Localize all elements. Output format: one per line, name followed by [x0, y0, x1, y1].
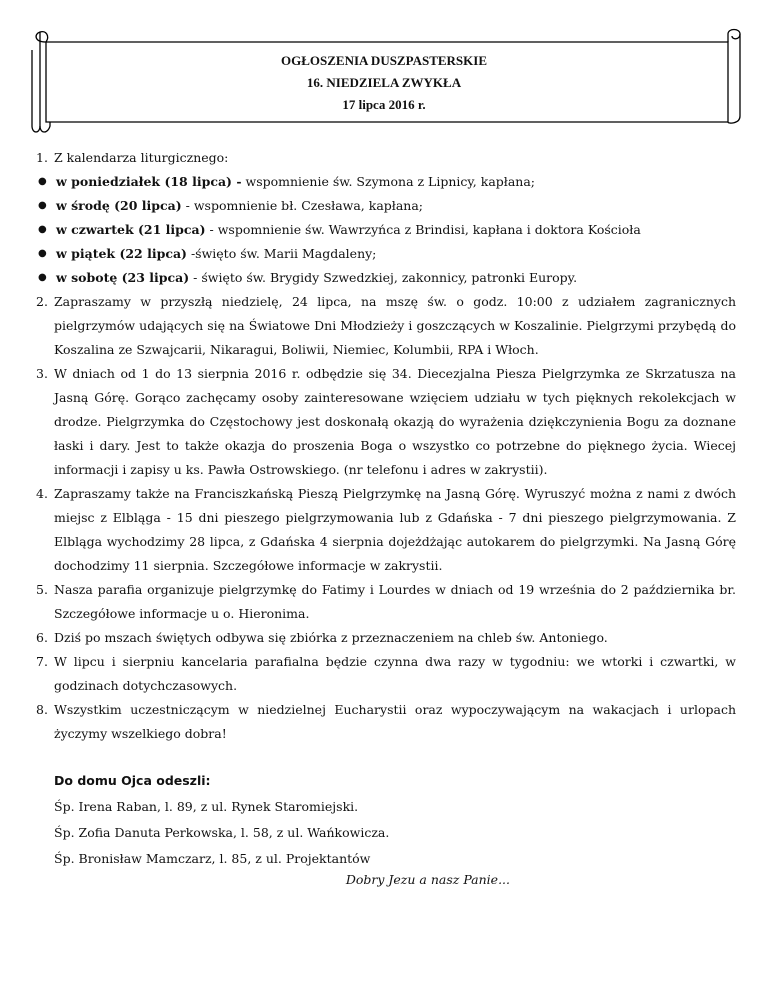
bullet-icon: ●: [38, 200, 47, 211]
calendar-bullet-item: [36, 170, 736, 194]
announcement-item: [36, 578, 736, 626]
announcement-number: 5.: [36, 582, 48, 597]
calendar-bullet-item: [36, 266, 736, 290]
announcement-text: Dziś po mszach świętych odbywa się zbiórka z przeznaczeniem na chleb św. Antoniego.: [54, 630, 608, 645]
calendar-bullet-item: [36, 218, 736, 242]
calendar-day-label: w czwartek (21 lipca): [56, 222, 206, 237]
calendar-day-label: w poniedziałek (18 lipca) -: [56, 174, 242, 189]
bullet-icon: ●: [38, 224, 47, 235]
announcement-number: 1.: [36, 150, 48, 165]
announcement-text: Z kalendarza liturgicznego:: [54, 150, 229, 165]
announcement-number: 8.: [36, 702, 48, 717]
bulletin-header: [0, 26, 768, 116]
header-sunday: 16. NIEDZIELA ZWYKŁA: [306, 75, 462, 90]
announcement-text: Wszystkim uczestniczącym w niedzielnej Eucharystii oraz wypoczywającym na wakacjach i urlopach życzymy wszelkiego dobra!: [54, 702, 736, 741]
calendar-feast-text: wspomnienie św. Szymona z Lipnicy, kapłana;: [241, 174, 535, 189]
calendar-day-label: w piątek (22 lipca): [56, 246, 187, 261]
announcement-number: 4.: [36, 486, 48, 501]
announcement-number: 7.: [36, 654, 48, 669]
calendar-day-label: w sobotę (23 lipca): [56, 270, 190, 285]
announcement-number: 2.: [36, 294, 48, 309]
calendar-bullet-item: [36, 194, 736, 218]
bullet-icon: ●: [38, 176, 47, 187]
announcement-item: [36, 290, 736, 362]
announcement-number: 3.: [36, 366, 48, 381]
header-date: 17 lipca 2016 r.: [342, 97, 426, 112]
announcements-list: [36, 146, 736, 746]
header-title: OGŁOSZENIA DUSZPASTERSKIE: [280, 53, 488, 68]
announcement-item: [36, 482, 736, 578]
calendar-feast-text: - wspomnienie św. Wawrzyńca z Brindisi, kapłana i doktora Kościoła: [205, 222, 641, 237]
death-entry: Śp. Bronisław Mamczarz, l. 85, z ul. Projektantów: [54, 851, 371, 866]
announcement-text: W dniach od 1 do 13 sierpnia 2016 r. odbędzie się 34. Diecezjalna Piesza Pielgrzymka ze Skrzatusza na Jasną Górę. Gorąco zachęcamy osoby zainteresowane wzięciem udziału w tych pięknych rekolekcjach w drodze. Pielgrzymka do Częstochowy jest doskonałą okazją do wyrażenia dziękczynienia Bogu za doznane łaski i dary. Jest to także okazja do proszenia Boga o wszystko co potrzebne do pięknego życia. Wiecej informacji i zapisy u ks. Pawła Ostrowskiego. (nr telefonu i adres w zakrystii).: [54, 366, 736, 477]
death-entry: Śp. Zofia Danuta Perkowska, l. 58, z ul. Wańkowicza.: [54, 825, 390, 840]
announcement-item: [36, 146, 736, 170]
announcement-text: Zapraszamy w przyszłą niedzielę, 24 lipca, na mszę św. o godz. 10:00 z udziałem zagranicznych pielgrzymów udających się na Światowe Dni Młodzieży i goszczących w Koszalinie. Pielgrzymi przybędą do Koszalina ze Szwajcarii, Nikaragui, Boliwii, Niemiec, Kolumbii, RPA i Włoch.: [54, 294, 736, 357]
announcement-text: W lipcu i sierpniu kancelaria parafialna będzie czynna dwa razy w tygodniu: we wtorki i czwartki, w godzinach dotychczasowych.: [54, 654, 736, 693]
deaths-section: [54, 768, 734, 872]
announcement-text: Nasza parafia organizuje pielgrzymkę do Fatimy i Lourdes w dniach od 19 września do 2 października br. Szczegółowe informacje u o. Hieronima.: [54, 582, 736, 621]
announcement-number: 6.: [36, 630, 48, 645]
announcement-item: [36, 698, 736, 746]
bullet-icon: ●: [38, 248, 47, 259]
death-entry: Śp. Irena Raban, l. 89, z ul. Rynek Staromiejski.: [54, 799, 359, 814]
calendar-feast-text: - święto św. Brygidy Szwedzkiej, zakonnicy, patronki Europy.: [189, 270, 578, 285]
bullet-icon: ●: [38, 272, 47, 283]
calendar-feast-text: - wspomnienie bł. Czesława, kapłana;: [181, 198, 424, 213]
announcement-text: Zapraszamy także na Franciszkańską Pieszą Pielgrzymkę na Jasną Górę. Wyruszyć można z nami z dwóch miejsc z Elbląga - 15 dni pieszego pielgrzymowania lub z Gdańska - 7 dni pieszego pielgrzymowania. Z Elbląga wychodzimy 28 lipca, z Gdańska 4 sierpnia dojeżdżając autokarem do pielgrzymki. Na Jasną Górę dochodzimy 11 sierpnia. Szczegółowe informacje w zakrystii.: [54, 486, 736, 573]
calendar-day-label: w środę (20 lipca): [56, 198, 182, 213]
announcement-item: [36, 650, 736, 698]
calendar-bullet-item: [36, 242, 736, 266]
closing-prayer: Dobry Jezu a nasz Panie...: [345, 872, 510, 887]
calendar-feast-text: -święto św. Marii Magdaleny;: [186, 246, 377, 261]
announcement-item: [36, 626, 736, 650]
announcement-item: [36, 362, 736, 482]
deaths-title: Do domu Ojca odeszli:: [54, 773, 211, 788]
